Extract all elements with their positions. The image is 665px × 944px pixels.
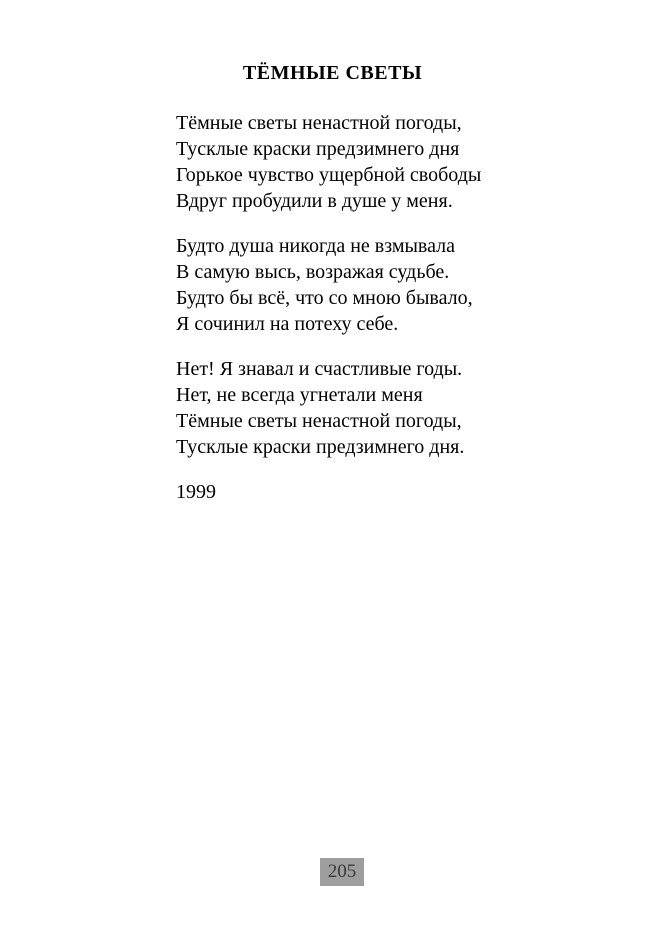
stanza-3: [176, 356, 636, 460]
poem-line: Я сочинил на потеху себе.: [176, 313, 399, 335]
poem-title: ТЁМНЫЕ СВЕТЫ: [242, 62, 423, 84]
poem-line: В самую высь, возражая судьбе.: [176, 261, 450, 283]
poem-year: 1999: [176, 481, 216, 503]
poem-line: Тёмные светы ненастной погоды,: [176, 112, 462, 134]
poem-body: [176, 110, 636, 505]
poem-line: Нет, не всегда угнетали меня: [176, 384, 423, 406]
page-number: 205: [320, 858, 364, 886]
poem-line: Будто душа никогда не взмывала: [176, 235, 456, 257]
stanza-1: [176, 110, 636, 214]
poem-line: Будто бы всё, что со мною бывало,: [176, 287, 473, 309]
poem-line: Вдруг пробудили в душе у меня.: [176, 190, 453, 212]
poem-line: Нет! Я знавал и счастливые годы.: [176, 358, 463, 380]
poem-line: Тусклые краски предзимнего дня: [176, 138, 460, 160]
poem-line: Тусклые краски предзимнего дня.: [176, 436, 465, 458]
poem-line: Тёмные светы ненастной погоды,: [176, 410, 462, 432]
poem-line: Горькое чувство ущербной свободы: [176, 164, 482, 186]
stanza-2: [176, 233, 636, 337]
